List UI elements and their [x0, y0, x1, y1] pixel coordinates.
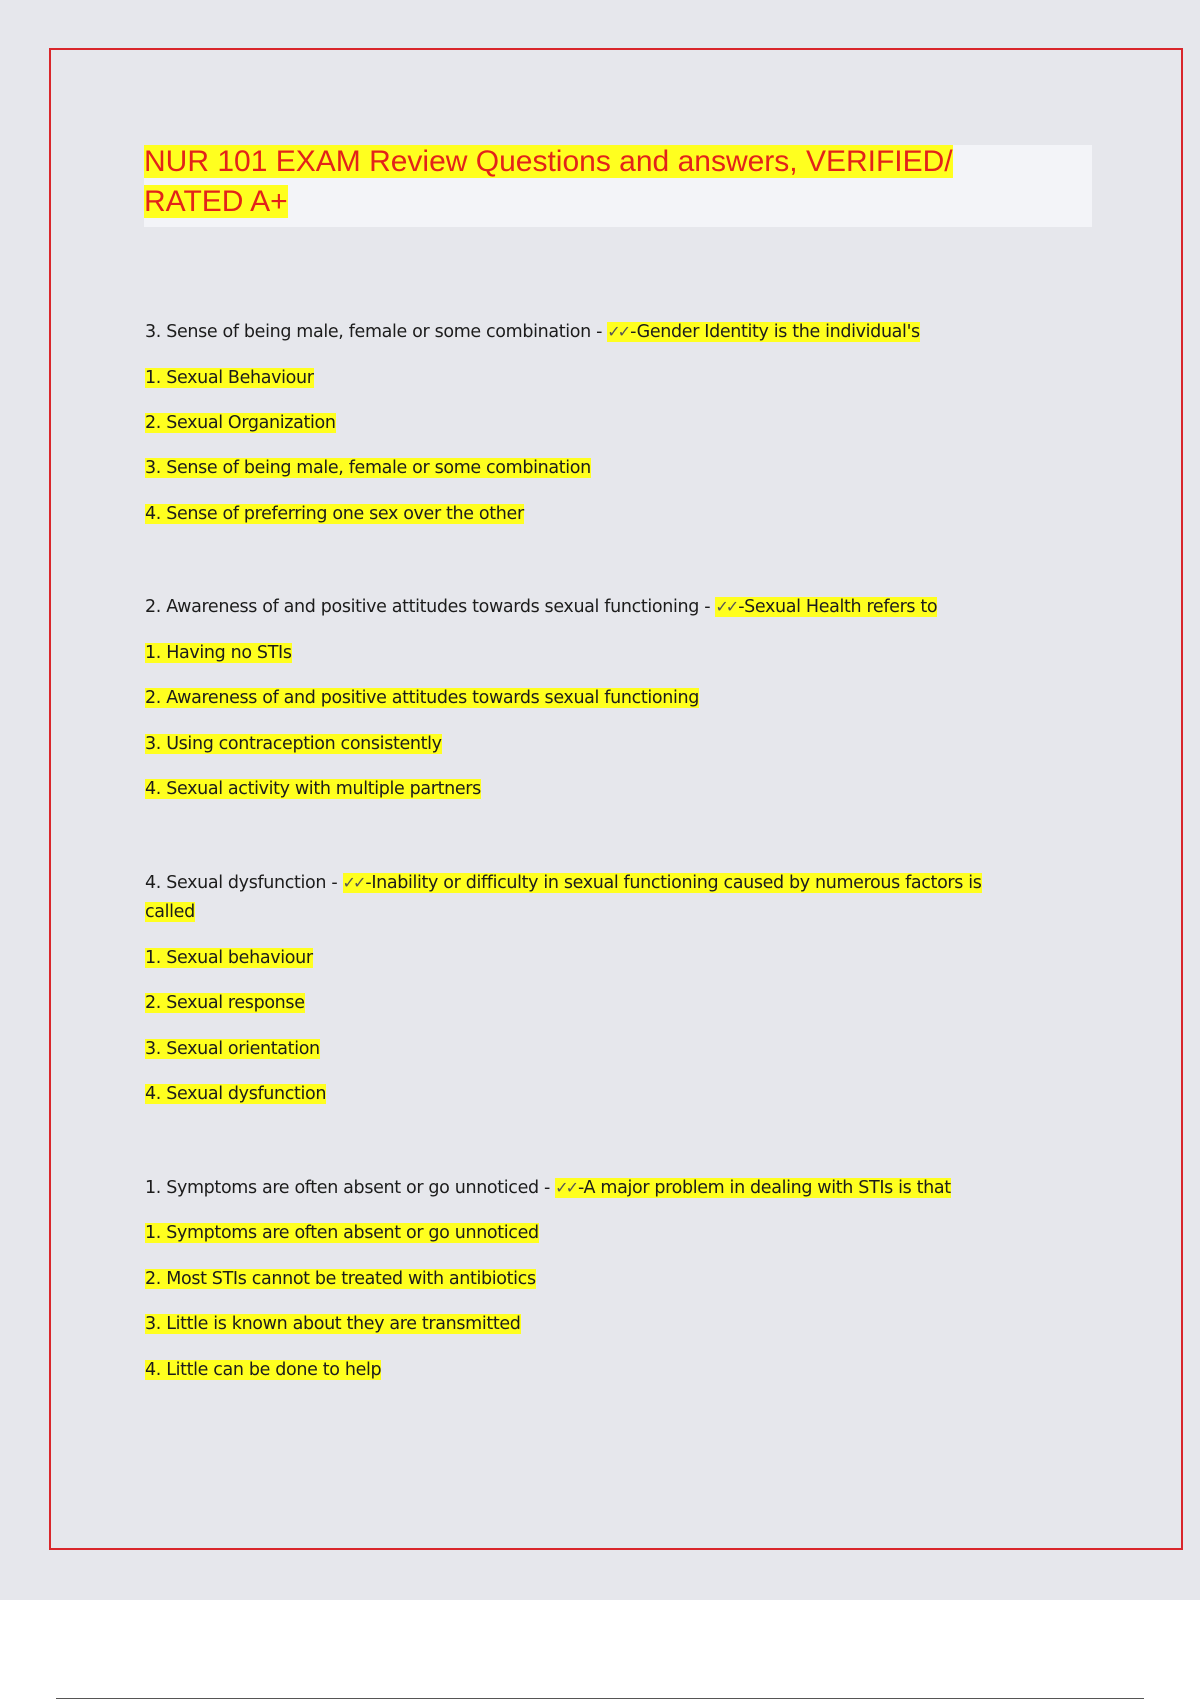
- double-check-icon: ✓✓: [607, 322, 629, 341]
- question-3-option-2: 2. Sexual response: [145, 993, 305, 1013]
- question-2-option-4: 4. Sexual activity with multiple partners: [145, 779, 481, 799]
- double-check-icon: ✓✓: [715, 597, 737, 616]
- question-3-prompt: -Inability or difficulty in sexual functioning caused by numerous factors is: [365, 873, 982, 893]
- question-2-option-3: 3. Using contraception consistently: [145, 734, 442, 754]
- question-2-option-1: 1. Having no STIs: [145, 643, 292, 663]
- question-2-prompt: -Sexual Health refers to: [738, 597, 938, 617]
- question-4-option-4: 4. Little can be done to help: [145, 1360, 382, 1380]
- footer-rule: [56, 1698, 1144, 1699]
- question-3-option-4: 4. Sexual dysfunction: [145, 1084, 327, 1104]
- question-4: [145, 1174, 951, 1202]
- double-check-icon: ✓✓: [555, 1178, 576, 1197]
- question-1-option-1: 1. Sexual Behaviour: [145, 368, 314, 388]
- document-title: [144, 142, 1044, 222]
- question-4-option-3: 3. Little is known about they are transmitted: [145, 1314, 521, 1334]
- question-4-prompt-highlight: [555, 1178, 951, 1198]
- title-text: NUR 101 EXAM Review Questions and answers, VERIFIED/ RATED A+: [144, 145, 953, 218]
- question-1-prompt-highlight: [607, 322, 920, 342]
- double-check-icon: ✓✓: [342, 873, 364, 892]
- question-1-answer: 3. Sense of being male, female or some combination -: [145, 322, 603, 342]
- question-2: [145, 593, 937, 621]
- question-4-prompt: -A major problem in dealing with STIs is that: [577, 1178, 951, 1198]
- question-2-option-2: 2. Awareness of and positive attitudes towards sexual functioning: [145, 688, 699, 708]
- question-4-option-2: 2. Most STIs cannot be treated with antibiotics: [145, 1269, 536, 1289]
- question-4-option-1: 1. Symptoms are often absent or go unnoticed: [145, 1223, 539, 1243]
- question-3-option-1: 1. Sexual behaviour: [145, 948, 313, 968]
- question-3-prompt-highlight: [343, 873, 982, 893]
- question-1-option-2: 2. Sexual Organization: [145, 413, 336, 433]
- question-3-prompt-continued: called: [145, 902, 195, 922]
- question-4-answer: 1. Symptoms are often absent or go unnoticed -: [145, 1178, 550, 1198]
- question-1-option-4: 4. Sense of preferring one sex over the other: [145, 504, 524, 524]
- question-1: [145, 318, 920, 346]
- question-3-answer: 4. Sexual dysfunction -: [145, 873, 338, 893]
- question-1-prompt: -Gender Identity is the individual's: [630, 322, 920, 342]
- question-3-option-3: 3. Sexual orientation: [145, 1039, 320, 1059]
- question-3: [145, 869, 982, 897]
- question-2-answer: 2. Awareness of and positive attitudes towards sexual functioning -: [145, 597, 711, 617]
- question-2-prompt-highlight: [715, 597, 937, 617]
- question-1-option-3: 3. Sense of being male, female or some combination: [145, 458, 591, 478]
